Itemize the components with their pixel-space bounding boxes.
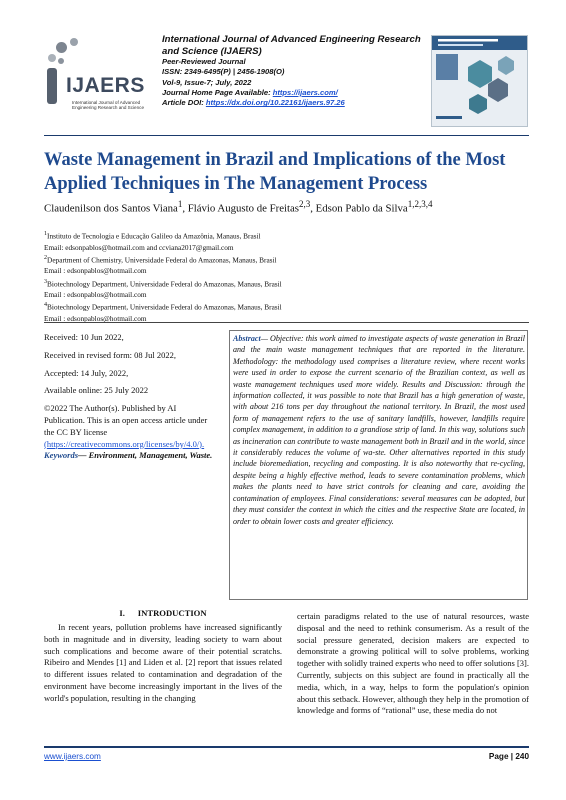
volume: Vol-9, Issue-7; July, 2022 [162,77,252,87]
copyright-notice: ©2022 The Author(s). Published by AI Publication. This is an open access article under the CC BY license (https://creativecommons.org/licenses/by/4.0/). [44,403,208,449]
revised-date: Received in revised form: 08 Jul 2022, [44,349,176,360]
body-column-right: certain paradigms related to the use of natural resources, waste disposal and the need to rethink consumerism. As a result of the social pressure generated, decision makers are expected to demonstrate a growing political will to solve problems, working together with solidly trained experts who need to offer solutions [3]. Currently, subjects on this subject are found in practically all the media, which, in a way, helps to form the population's opinion about this setback. However, although they help in the promotion of knowledge and forms of “rational” use, these media do not [297,611,529,716]
homepage-link[interactable]: https://ijaers.com/ [272,87,338,97]
accepted-date: Accepted: 14 July, 2022, [44,367,129,378]
doi-line: Article DOI: https://dx.doi.org/10.22161/ijaers.97.26 [162,98,345,108]
received-date: Received: 10 Jun 2022, [44,332,124,342]
issn: ISSN: 2349-6495(P) | 2456-1908(O) [162,67,285,77]
footer-site-link[interactable]: www.ijaers.com [44,752,101,761]
body-column-left: In recent years, pollution problems have increased significantly both in magnitude and in diversity, leading society to warn about such complications and become aware of their potential scratchs. Ribeiro and Mendes [1] and Liden et al. [2] report that issues related to different issues related to contamination and degradation of the environment have become increasingly important in the lives of the world's population, resulting in the changing [44,622,282,703]
article-info [44,332,219,468]
affiliation-2: $^2$Department of Chemistry, Universidade Federal do Amazonas, Manaus, Brasil Email : edsonpablos@hotmail.com [44,254,277,276]
homepage-line: Journal Home Page Available: https://ijaers.com/ [162,87,338,97]
affiliation-3: $^3$Biotechnology Department, Universidade Federal do Amazonas, Manaus, Brasil Email : edsonpablos@hotmail.com [44,278,282,300]
journal-cover-image [431,35,528,127]
logo-subtext: International Journal of Advanced Engineering Research and Science [72,100,145,110]
header-divider [44,135,529,136]
license-link[interactable]: (https://creativecommons.org/licenses/by/4.0/). [44,438,205,449]
author-list: Claudenilson dos Santos Viana$^1$, Flávio Augusto de Freitas$^{2,3}$, Edson Pablo da Silva$^{1,2,3,4}$ [44,199,433,215]
online-date: Available online: 25 July 2022 [44,385,149,396]
affiliation-4: $^4$Biotechnology Department, Universidade Federal do Amazonas, Manaus, Brasil Email : edsonpablos@hotmail.com [44,302,282,324]
abstract-box [229,330,528,600]
section-divider [44,322,529,323]
paper-title: Waste Management in Brazil and Implications of the Most Applied Techniques in The Management Process [44,150,506,194]
journal-title: International Journal of Advanced Engineering Research and Science (IJAERS) [162,34,421,57]
doi-link[interactable]: https://dx.doi.org/10.22161/ijaers.97.26 [205,98,345,108]
section-heading-introduction: I. INTRODUCTION [119,608,207,618]
journal-logo [44,38,149,133]
affiliations [44,229,344,324]
keywords: Keywords— Environment, Management, Waste. [44,450,213,461]
affiliation-1: $^1$Instituto de Tecnologia e Educação Galileo da Amazônia, Manaus, Brasil Email: edsonpablos@hotmail.com and ccviana2017@gmail.com [44,231,261,252]
journal-header [162,34,422,108]
footer-divider [44,746,529,748]
page-number: Page | 240 [488,752,529,761]
peer-reviewed: Peer-Reviewed Journal [162,57,246,66]
logo-wordmark: IJAERS [66,74,145,97]
abstract-text: Abstract— Objective: this work aimed to investigate aspects of waste generation in Brazil and the main waste management techniques that are reported in the literature. Methodology: the methodology used comprises a literature review, where recent works were used in order to expose the current scenario of the Brazilian context, as well as waste management techniques used more widely. Results and Discussion: through the information collected, it was possible to note that Brazil has a high generation of waste, with about 216 tons per day throughout the national territory. In Brazil, the most used form of management refers to the use of sanitary landfills, however, landfills require complex management, in addition to a grandiose strip of land. In this way, solutions such as incineration can contribute to waste management both in Brazil and in the world, since it considerably reduces the volume of wa-ste. Other alternatives reported in this study include bioremediation, recycling and composting. It is also noteworthy that re-cycling, despite being a highly effective method, leads to severe contamination problems, which makes the plants need to have strict controls for cleaning and care, avoiding the contamination of employees. Final considerations: several measures can be adopted, but they must consider the context in which the cities and the respective State are located, in order to obtain lower costs and greater efficiency. [233,334,525,526]
